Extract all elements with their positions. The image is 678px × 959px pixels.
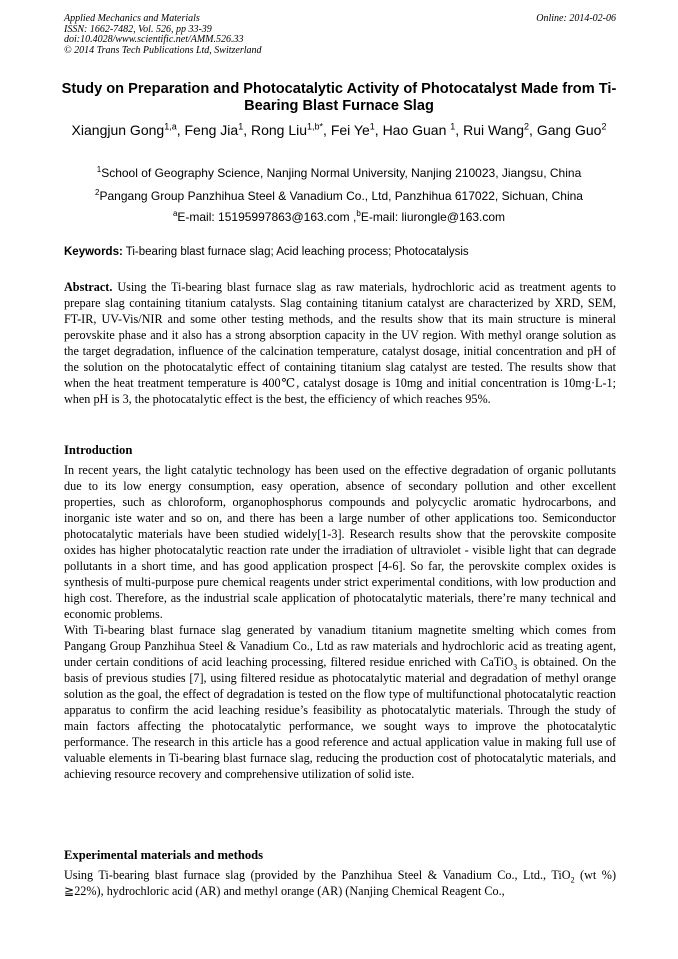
affiliation-mark: 2 <box>95 188 100 197</box>
methods-paragraph <box>64 867 616 899</box>
affiliation-text: School of Geography Science, Nanjing Normal University, Nanjing 210023, Jiangsu, China <box>101 166 582 180</box>
issn: ISSN: 1662-7482, Vol. 526, pp 33-39 <box>64 23 212 35</box>
author-separator: , <box>529 122 537 138</box>
affiliation-mark: 1 <box>96 165 102 174</box>
author-affiliation-mark: 1 <box>238 121 244 132</box>
subscript: 3 <box>513 662 518 672</box>
email-line <box>40 210 638 224</box>
author-name: Rui Wang <box>463 122 525 138</box>
abstract-label: Abstract. <box>64 280 113 294</box>
email-b: E-mail: liurongle@163.com <box>360 210 506 224</box>
affiliation-text: Pangang Group Panzhihua Steel & Vanadium Co., Ltd, Panzhihua 617022, Sichuan, China <box>99 189 583 203</box>
author-separator: , <box>374 122 383 138</box>
author-affiliation-mark: 1 <box>450 121 456 132</box>
email-mark: a <box>172 209 178 218</box>
running-header <box>64 14 616 56</box>
affiliation-2 <box>40 189 638 203</box>
email-a: E-mail: 15195997863@163.com , <box>177 210 357 224</box>
author-name: Gang Guo <box>536 122 602 138</box>
paragraph-text: With Ti-bearing blast furnace slag generated by vanadium titanium magnetite smelting which comes from Pangang Group Panzhihua Steel & Vanadium Co., Ltd as raw materials and hydrochloric acid as treating agent, under certain conditions of acid leaching processing, filtered residue enriched with CaTiO <box>64 623 616 669</box>
online-date: Online: 2014-02-06 <box>536 13 616 24</box>
journal-name: Applied Mechanics and Materials <box>64 13 200 24</box>
paragraph-text: Using Ti-bearing blast furnace slag (provided by the Panzhihua Steel & Vanadium Co., Ltd., TiO <box>64 868 571 882</box>
paragraph-text: is obtained. On the basis of previous studies [7], using filtered residue as photocatalytic material and degradation of methyl orange solution as the goal, the effect of degradation is tested on the flow type of multifunctional photocatalytic reaction apparatus to confirm the acid leaching residue’s feasibility as photocatalytic materials. Through the study of main factors affecting the photocatalytic performance, we sought ways to improve the photocatalytic performance. The research in this article has a good reference and actual application value in making full use of valuable elements in Ti-bearing blast furnace slag, reducing the production cost of photocatalytic materials, and achieving resource recovery and comprehensive utilization of solid iste. <box>64 655 616 781</box>
author-affiliation-mark: 2 <box>601 121 607 132</box>
paragraph-text: In recent years, the light catalytic technology has been used on the effective degradation of organic pollutants due to its low energy consumption, easy operation, absence of secondary pollution and other excellent properties, such as chloroform, organophosphorus compounds and polycyclic aromatic hydrocarbons, and inorganic iste water and so on, and there has been a large number of other applications too. Semiconductor photocatalytic materials have been studied widely[1-3]. Research results show that the perovskite composite oxides has higher photocatalytic reaction rate under the irradiation of ultraviolet - visible light that can degrade pollutants in a short time, and has good application prospect [4-6]. So far, the perovskite complex oxides is synthesis of multi-purpose pure chemical reagents under strict experimental conditions, with low production and high cost. Therefore, as the industrial scale application of photocatalytic materials, there’re many technical and economic problems. <box>64 463 616 621</box>
publication-info <box>64 14 616 56</box>
author-separator: , <box>243 122 251 138</box>
abstract-text: Using the Ti-bearing blast furnace slag as raw materials, hydrochloric acid as treatment agents to prepare slag containing titanium catalysts. Slag containing titanium catalyst are characterized by XRD, SEM, FT-IR, UV-Vis/NIR and some other testing methods, and the results show that its main structure is mineral perovskite phase and it also has a strong absorption capacity in the UV region. With methyl orange solution as the target degradation, influence of the calcination temperature, catalyst dosage, initial concentration and pH of the solution on the photocatalytic effect of containing titanium slag catalyst are tested. The results show that when the heat treatment temperature is 400℃, catalyst dosage is 10mg and initial concentration is 10mg·L-1; when pH is 3, the photocatalytic effect is the best, the efficiency of which reaches 95%. <box>64 280 616 406</box>
author-list <box>40 122 638 140</box>
keywords-label: Keywords: <box>64 246 123 258</box>
author-name: Xiangjun Gong <box>71 122 165 138</box>
author-separator: , <box>323 122 331 138</box>
section-heading-introduction: Introduction <box>64 443 133 457</box>
keywords <box>64 245 616 259</box>
keywords-text: Ti-bearing blast furnace slag; Acid leaching process; Photocatalysis <box>122 246 469 258</box>
paper-title: Study on Preparation and Photocatalytic Activity of Photocatalyst Made from Ti-Bearing Blast Furnace Slag <box>61 81 617 114</box>
author-name: Fei Ye <box>330 122 370 138</box>
abstract <box>64 279 616 407</box>
section-heading-methods: Experimental materials and methods <box>64 848 264 862</box>
author-separator: , <box>176 122 185 138</box>
doi: doi:10.4028/www.scientific.net/AMM.526.33 <box>64 34 244 46</box>
author-affiliation-mark: 1,a <box>164 121 177 132</box>
author-affiliation-mark: 1,b* <box>307 121 324 132</box>
author-name: Feng Jia <box>184 122 239 138</box>
author-affiliation-mark: 1 <box>369 121 375 132</box>
author-name: Hao Guan <box>382 122 451 138</box>
copyright: © 2014 Trans Tech Publications Ltd, Switzerland <box>64 44 262 56</box>
introduction-paragraph-1 <box>64 462 616 782</box>
author-name: Rong Liu <box>250 122 308 138</box>
affiliation-1 <box>40 166 638 180</box>
author-separator: , <box>455 122 464 138</box>
author-affiliation-mark: 2 <box>524 121 530 132</box>
subscript: 2 <box>570 875 575 885</box>
paragraph-text: (wt %) ≧22%), hydrochloric acid (AR) and methyl orange (AR) (Nanjing Chemical Reagent Co., <box>64 868 617 898</box>
email-mark: b <box>356 209 361 218</box>
